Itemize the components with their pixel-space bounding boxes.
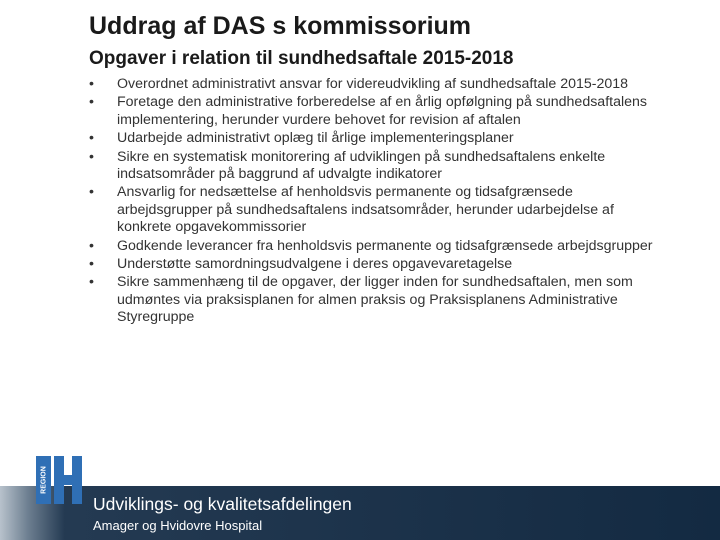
bullet-item: [89, 256, 669, 273]
svg-text:REGION: REGION: [40, 466, 48, 494]
slide-title: Uddrag af DAS s kommissorium: [89, 12, 472, 40]
bullet-text: Sikre en systematisk monitorering af udviklingen på sundhedsaftalens enkelte indsatsområder på baggrund af udvalgte indikatorer: [117, 148, 606, 183]
bullet-icon: •: [89, 237, 94, 254]
bullet-text: Godkende leverancer fra henholdsvis permanente og tidsafgrænsede arbejdsgrupper: [117, 237, 653, 254]
bullet-icon: •: [89, 274, 94, 291]
bullet-list: [89, 76, 669, 328]
region-logo-icon: [36, 456, 84, 504]
bullet-item: [89, 274, 669, 326]
bullet-item: [89, 76, 669, 93]
bullet-text: Foretage den administrative forberedelse af en årlig opfølgning på sundhedsaftalens implementering, herunder vurdere behovet for revision af aftalen: [117, 94, 648, 128]
footer-hospital: Amager og Hvidovre Hospital: [93, 518, 263, 533]
bullet-item: [89, 238, 669, 255]
bullet-text: Udarbejde administrativt oplæg til årlige implementeringsplaner: [117, 130, 514, 147]
bullet-text: Understøtte samordningsudvalgene i deres opgavevaretagelse: [117, 256, 513, 273]
bullet-item: [89, 94, 669, 129]
bullet-text: Ansvarlig for nedsættelse af henholdsvis permanente og tidsafgrænsede arbejdsgrupper på sundhedsaftalens indsatsområder, herunder udarbejdelse af konkrete opgavekommissorier: [117, 184, 614, 236]
bullet-item: [89, 149, 669, 184]
bullet-icon: •: [89, 130, 94, 147]
bullet-icon: •: [89, 148, 94, 165]
footer-department: Udviklings- og kvalitetsafdelingen: [93, 494, 352, 514]
bullet-icon: •: [89, 76, 94, 92]
bullet-icon: •: [89, 184, 94, 201]
slide-subtitle: Opgaver i relation til sundhedsaftale 2015-2018: [89, 48, 514, 69]
bullet-item: [89, 130, 669, 147]
bullet-item: [89, 184, 669, 236]
bullet-icon: •: [89, 256, 94, 273]
bullet-icon: •: [89, 94, 94, 111]
bullet-text: Sikre sammenhæng til de opgaver, der ligger inden for sundhedsaftalen, men som udmøntes via praksisplanen for almen praksis og Praksisplanens Administrative Styregruppe: [117, 274, 633, 326]
bullet-text: Overordnet administrativt ansvar for videreudvikling af sundhedsaftale 2015-2018: [117, 76, 629, 92]
